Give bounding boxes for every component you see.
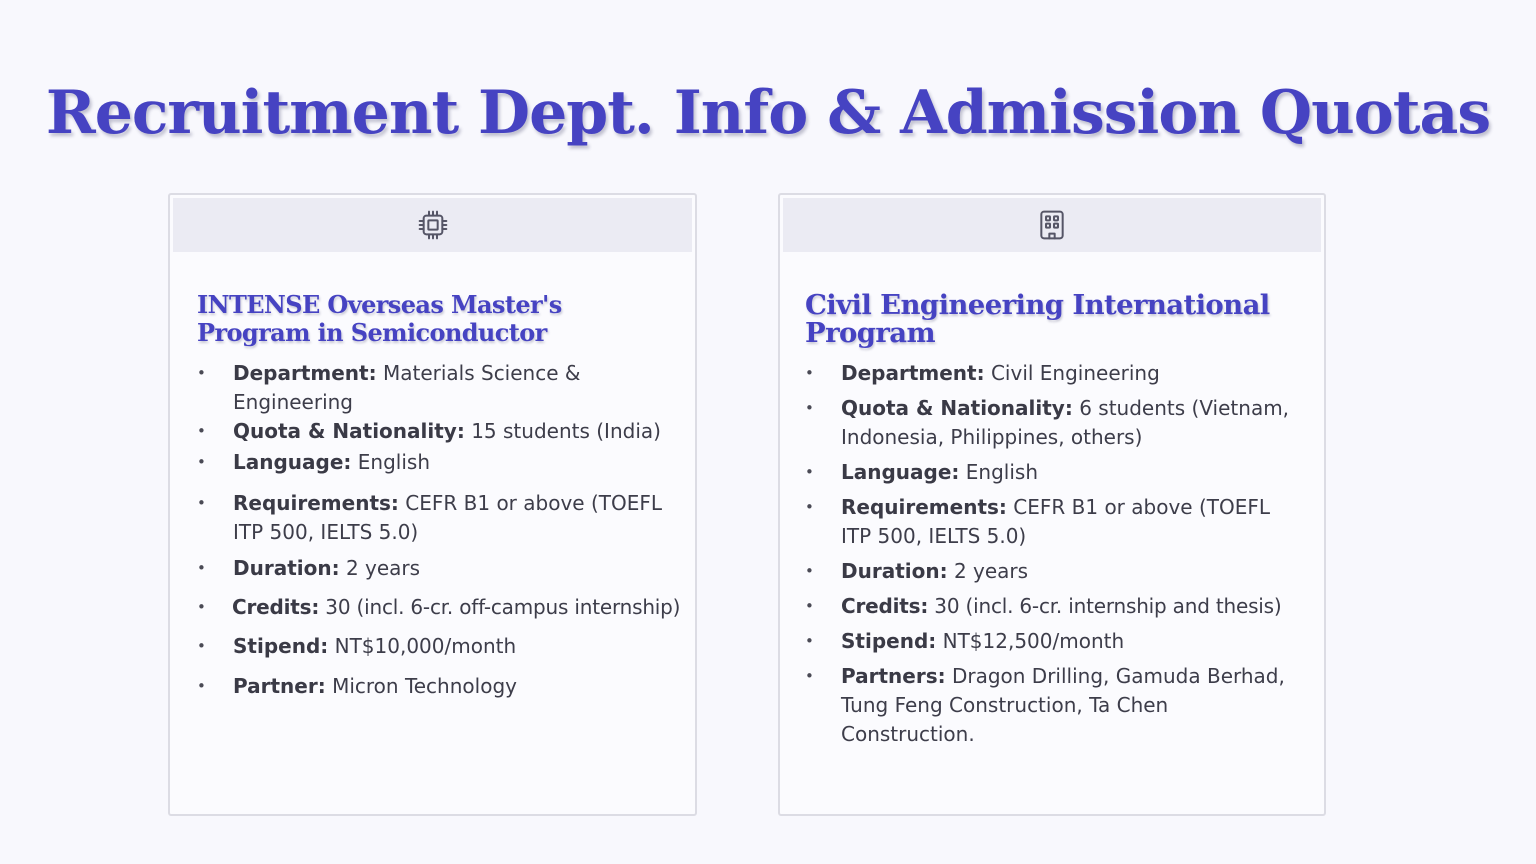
item-label: Partners: — [841, 664, 946, 688]
item-value: 2 years — [947, 559, 1029, 583]
program-details-list — [197, 359, 687, 701]
program-details-list — [805, 359, 1300, 755]
item-label: Language: — [841, 460, 960, 484]
list-item — [197, 632, 687, 661]
item-value: Civil Engineering — [984, 361, 1160, 385]
program-title: Civil Engineering International Program — [805, 289, 1270, 349]
item-value: CEFR B1 or above (TOEFL ITP 500, IELTS 5.0) — [233, 491, 662, 544]
program-card-civil-engineering — [778, 193, 1326, 816]
item-value: 30 (incl. 6-cr. internship and thesis) — [928, 594, 1282, 618]
item-value: Materials Science & Engineering — [233, 361, 581, 414]
item-label: Credits: — [232, 595, 320, 619]
program-card-semiconductor — [168, 193, 697, 816]
item-label: Requirements: — [233, 491, 399, 515]
item-label: Duration: — [233, 556, 340, 580]
list-item — [805, 458, 1300, 487]
program-title: INTENSE Overseas Master's Program in Semiconductor — [197, 290, 562, 347]
list-item — [805, 662, 1300, 749]
list-item — [197, 672, 687, 701]
item-label: Stipend: — [841, 629, 937, 653]
item-value: 30 (incl. 6-cr. off-campus internship) — [319, 595, 681, 619]
item-label: Department: — [841, 361, 985, 385]
item-label: Requirements: — [841, 495, 1007, 519]
item-label: Duration: — [841, 559, 948, 583]
list-item — [197, 554, 687, 583]
item-label: Language: — [233, 450, 352, 474]
list-item — [197, 593, 687, 622]
item-label: Credits: — [841, 594, 929, 618]
item-label: Stipend: — [233, 634, 329, 658]
item-value: NT$12,500/month — [936, 629, 1125, 653]
list-item — [805, 394, 1300, 452]
page-title: Recruitment Dept. Info & Admission Quotas — [45, 78, 1491, 148]
list-item — [805, 359, 1300, 388]
item-value: Micron Technology — [325, 674, 517, 698]
list-item — [197, 359, 687, 417]
item-label: Quota & Nationality: — [233, 419, 465, 443]
list-item — [805, 557, 1300, 586]
card-header — [783, 198, 1321, 252]
item-value: 2 years — [339, 556, 421, 580]
item-label: Quota & Nationality: — [841, 396, 1073, 420]
card-header — [173, 198, 692, 252]
list-item — [197, 417, 687, 446]
list-item — [197, 489, 687, 547]
list-item — [805, 592, 1300, 621]
item-value: NT$10,000/month — [328, 634, 517, 658]
item-value: English — [959, 460, 1038, 484]
list-item — [805, 627, 1300, 656]
building-icon — [1036, 209, 1068, 241]
item-value: CEFR B1 or above (TOEFL ITP 500, IELTS 5.0) — [841, 495, 1270, 548]
list-item — [805, 493, 1300, 551]
item-label: Partner: — [233, 674, 326, 698]
item-label: Department: — [233, 361, 377, 385]
chip-icon — [417, 209, 449, 241]
item-value: English — [351, 450, 430, 474]
list-item — [197, 448, 687, 477]
item-value: 6 students (Vietnam, Indonesia, Philippines, others) — [841, 396, 1290, 449]
item-value: Dragon Drilling, Gamuda Berhad, Tung Feng Construction, Ta Chen Construction. — [841, 664, 1285, 746]
item-value: 15 students (India) — [464, 419, 661, 443]
